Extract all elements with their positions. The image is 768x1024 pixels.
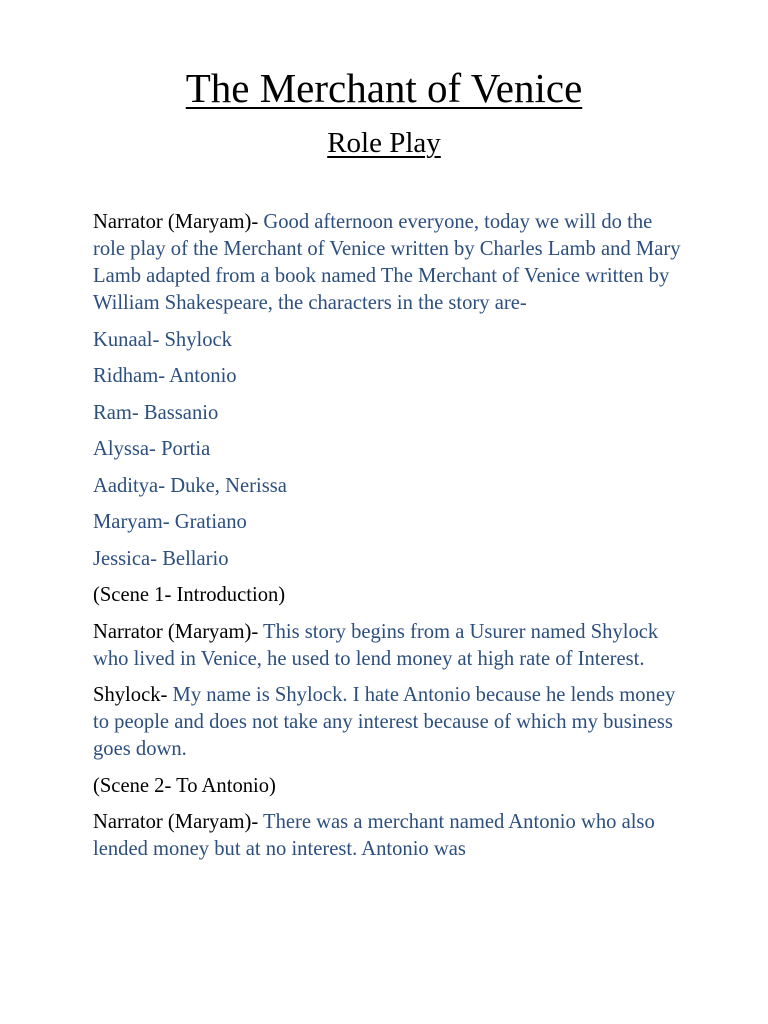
narration-text: There was a merchant named Antonio who also lended money but at no interest. Antonio was xyxy=(93,811,655,860)
cast-item: Jessica- Bellario xyxy=(93,547,229,570)
shylock-paragraph xyxy=(93,682,683,763)
cast-item: Alyssa- Portia xyxy=(93,438,211,460)
cast-item: Kunaal- Shylock xyxy=(93,328,232,351)
document-body xyxy=(93,209,683,873)
cast-item: Aaditya- Duke, Nerissa xyxy=(93,474,287,497)
narration-speaker: Narrator (Maryam)- xyxy=(93,620,259,643)
narration-paragraph xyxy=(93,619,683,673)
document-title: The Merchant of Venice xyxy=(185,65,583,111)
intro-speaker: Narrator (Maryam)- xyxy=(93,211,259,233)
narration-text: This story begins from a Usurer named Shylock who lived in Venice, he used to lend money at high rate of Interest. xyxy=(93,620,659,670)
cast-item: Ridham- Antonio xyxy=(93,365,237,387)
document-subtitle: Role Play xyxy=(327,127,441,159)
intro-paragraph xyxy=(93,209,683,317)
shylock-text: My name is Shylock. I hate Antonio because he lends money to people and does not take any interest because of which my business goes down. xyxy=(93,684,676,760)
cast-item: Maryam- Gratiano xyxy=(93,511,247,533)
scene-heading: (Scene 2- To Antonio) xyxy=(93,774,276,797)
scene-heading: (Scene 1- Introduction) xyxy=(93,584,286,606)
narration-speaker: Narrator (Maryam)- xyxy=(93,811,259,833)
intro-text: Good afternoon everyone, today we will do the role play of the Merchant of Venice written by Charles Lamb and Mary Lamb adapted from a book named The Merchant of Venice written by William Shakespeare, the characters in the story are- xyxy=(93,211,681,314)
narration-paragraph xyxy=(93,809,683,863)
shylock-speaker: Shylock- xyxy=(93,684,168,706)
cast-item: Ram- Bassanio xyxy=(93,401,219,424)
